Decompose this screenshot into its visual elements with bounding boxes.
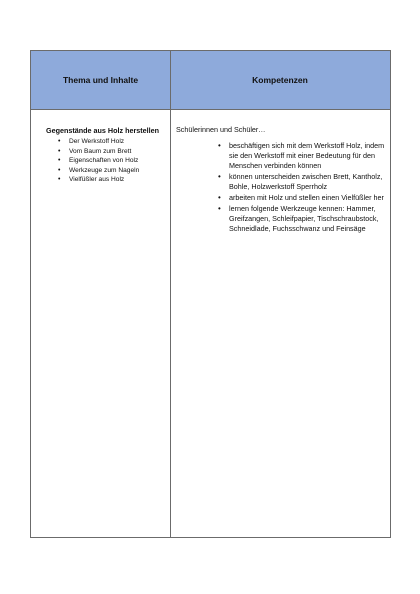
curriculum-table [30, 50, 391, 538]
list-item: • arbeiten mit Holz und stellen einen Vielfüßler her [176, 193, 385, 203]
list-item: • Eigenschaften von Holz [46, 156, 164, 166]
list-item: • Der Werkstoff Holz [46, 137, 164, 147]
list-item: • Werkzeuge zum Nageln [46, 166, 164, 176]
list-item: • können unterscheiden zwischen Brett, Kantholz, Bohle, Holzwerkstoff Sperrholz [176, 172, 385, 192]
competencies-cell [171, 110, 391, 235]
table-header-row [31, 51, 390, 110]
list-item: • beschäftigen sich mit dem Werkstoff Holz, indem sie den Werkstoff mit einer Bedeutung für den Menschen verbinden können [176, 141, 385, 172]
list-item: • Vielfüßler aus Holz [46, 175, 164, 185]
topic-title: Gegenstände aus Holz herstellen [46, 126, 160, 135]
list-item: • lernen folgende Werkzeuge kennen: Hammer, Greifzangen, Schleifpapier, Tischschraubstock, Schneidlade, Fuchsschwanz und Feinsäge [176, 204, 385, 235]
header-competencies: Kompetenzen [252, 75, 308, 85]
competencies-list [176, 141, 385, 234]
header-topic: Thema und Inhalte [62, 75, 139, 85]
topic-list [46, 137, 164, 185]
list-item: • Vom Baum zum Brett [46, 147, 164, 157]
topic-cell [31, 110, 170, 185]
competencies-intro: Schülerinnen und Schüler… [176, 125, 266, 134]
